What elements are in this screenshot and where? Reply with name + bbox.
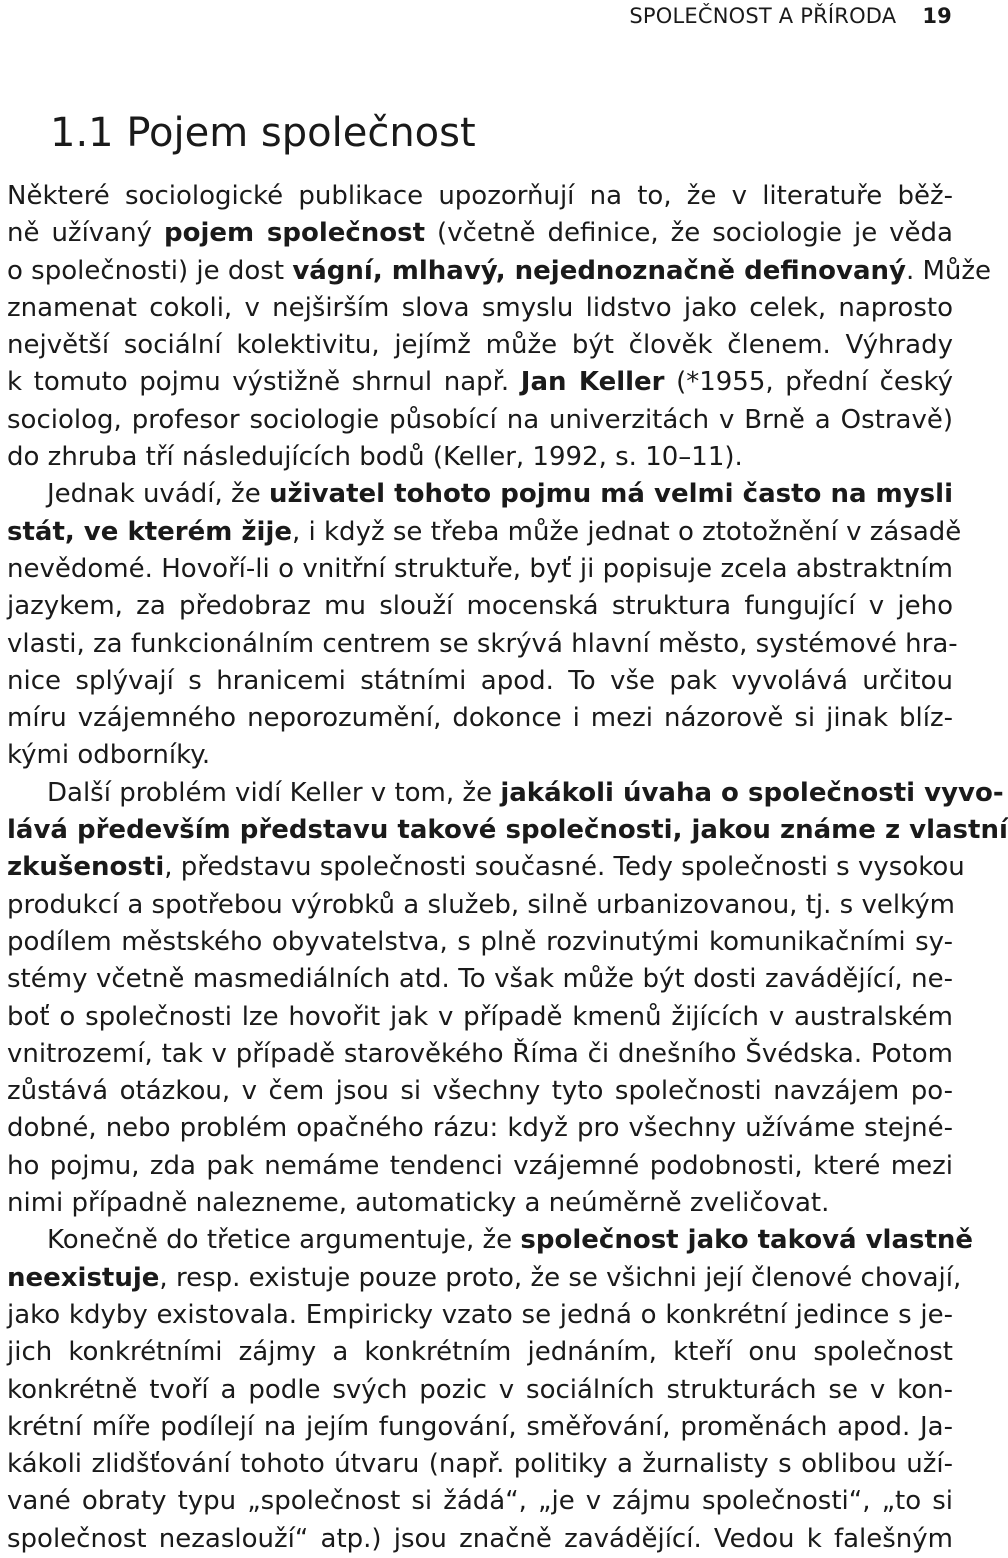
- body-text: [7, 178, 1008, 1558]
- text-run: Konečně do třetice argumentuje, že: [47, 1225, 521, 1256]
- text-run: , resp. existuje pouze proto, že se všichni její členové chovají,: [159, 1262, 962, 1293]
- bold-phrase: stát, ve kterém žije: [7, 516, 292, 547]
- text-run: zůstává otázkou, v čem jsou si všechny tyto společnosti navzájem po-: [7, 1076, 953, 1107]
- text-run: jako kdyby existovala. Empiricky vzato se jedná o konkrétní jedince s je-: [7, 1299, 953, 1330]
- text-run: krétní míře podílejí na jejím fungování, směřování, proměnách apod. Ja-: [7, 1411, 953, 1442]
- text-run: znamenat cokoli, v nejširším slova smyslu lidstvo jako celek, naprosto: [7, 292, 953, 323]
- bold-phrase: neexistuje: [7, 1262, 160, 1293]
- text-run: vnitrozemí, tak v případě starověkého Říma či dnešního Švédska. Potom: [7, 1038, 953, 1069]
- text-line: [7, 514, 962, 551]
- text-line: [7, 1372, 953, 1409]
- text-run: kákoli zlidšťování tohoto útvaru (např. politiky a žurnalisty s oblibou uží-: [7, 1449, 953, 1480]
- text-run: boť o společnosti lze hovořit jak v případě kmenů žijících v australském: [7, 1001, 953, 1032]
- text-run: Některé sociologické publikace upozorňují na to, že v literatuře běž-: [7, 181, 953, 211]
- text-run: . Může: [905, 255, 992, 286]
- text-line: [7, 290, 953, 327]
- text-line: [7, 849, 965, 886]
- text-run: vlasti, za funkcionálním centrem se skrývá hlavní město, systémové hra-: [7, 628, 958, 659]
- text-run: jazykem, za předobraz mu slouží mocenská struktura fungující v jeho: [7, 591, 953, 622]
- text-line: [7, 364, 953, 401]
- text-run: do zhruba tří následujících bodů (Keller, 1992, s. 10–11).: [7, 442, 743, 473]
- text-run: (včetně definice, že sociologie je věda: [425, 218, 953, 249]
- text-run: produkcí a spotřebou výrobků a služeb, silně urbanizovanou, tj. s velkým: [7, 889, 955, 920]
- text-line: [7, 178, 953, 215]
- text-line: [7, 775, 1004, 812]
- bold-phrase: jakákoli úvaha o společnosti vyvo-: [500, 777, 1004, 808]
- text-run: (*1955, přední český: [664, 367, 953, 398]
- text-run: podílem městského obyvatelstva, s plně rozvinutými komunikačními sy-: [7, 926, 953, 957]
- text-run: kými odborníky.: [7, 740, 211, 771]
- text-line: [7, 1334, 953, 1371]
- text-run: ho pojmu, zda pak nemáme tendenci vzájemné podobnosti, které mezi: [7, 1150, 953, 1181]
- text-line: [7, 1409, 953, 1446]
- text-run: konkrétně tvoří a podle svých pozic v sociálních strukturách se v kon-: [7, 1374, 953, 1405]
- text-run: ně užívaný: [7, 218, 164, 249]
- text-run: míru vzájemného neporozumění, dokonce i mezi názorově si jinak blíz-: [7, 703, 953, 734]
- page-number: 19: [922, 4, 952, 28]
- text-line: [7, 1260, 962, 1297]
- text-line: [7, 1483, 953, 1520]
- text-run: nice splývají s hranicemi státními apod. To vše pak vyvolává určitou: [7, 665, 953, 696]
- text-line: [7, 663, 953, 700]
- running-head: [629, 4, 952, 28]
- text-run: o společnosti) je dost: [7, 255, 293, 286]
- text-line: [7, 961, 953, 998]
- text-run: dobné, nebo problém opačného rázu: když pro všechny užíváme stejné-: [7, 1113, 953, 1144]
- text-run: Jednak uvádí, že: [47, 479, 270, 510]
- text-line: [7, 1036, 953, 1073]
- text-line: [7, 737, 953, 774]
- text-line: [7, 253, 992, 290]
- bold-phrase: pojem společnost: [163, 218, 426, 249]
- text-run: nevědomé. Hovoří-li o vnitřní struktuře, byť ji popisuje zcela abstraktním: [7, 553, 953, 584]
- bold-phrase: lává především představu takové společnosti, jakou známe z vlastní: [7, 815, 1008, 846]
- text-line: [7, 551, 953, 588]
- text-line: [7, 1297, 953, 1334]
- bold-phrase: Jan Keller: [520, 367, 665, 398]
- text-run: sociolog, profesor sociologie působící na univerzitách v Brně a Ostravě): [7, 404, 953, 435]
- bold-phrase: zkušenosti: [7, 852, 165, 883]
- text-line: [7, 588, 953, 625]
- text-run: nimi případně nalezneme, automaticky a neúměrně zveličovat.: [7, 1188, 830, 1219]
- text-line: [7, 1521, 953, 1558]
- text-line: [7, 1446, 953, 1483]
- text-run: stémy včetně masmediálních atd. To však může být dosti zavádějící, ne-: [7, 964, 953, 995]
- text-line: [7, 812, 1008, 849]
- bold-phrase: společnost jako taková vlastně: [520, 1225, 974, 1256]
- text-run: , i když se třeba může jednat o ztotožnění v zásadě: [291, 516, 962, 547]
- text-run: největší sociální kolektivitu, jejímž může být člověk členem. Výhrady: [7, 330, 953, 361]
- text-line: [7, 887, 953, 924]
- text-run: k tomuto pojmu výstižně shrnul např.: [7, 367, 521, 398]
- text-line: [7, 924, 953, 961]
- section-title: 1.1 Pojem společnost: [50, 110, 476, 156]
- text-run: jich konkrétními zájmy a konkrétním jednáním, kteří onu společnost: [7, 1337, 953, 1368]
- text-run: Další problém vidí Keller v tom, že: [47, 777, 501, 808]
- text-run: společnost nezaslouží“ atp.) jsou značně zavádějící. Vedou k falešným: [7, 1523, 953, 1554]
- text-line: [7, 1148, 953, 1185]
- bold-phrase: uživatel tohoto pojmu má velmi často na mysli: [269, 479, 953, 510]
- text-line: [7, 327, 953, 364]
- text-line: [7, 700, 953, 737]
- text-line: [7, 402, 953, 439]
- text-run: , představu společnosti současné. Tedy společnosti s vysokou: [164, 852, 965, 883]
- text-line: [7, 439, 953, 476]
- text-line: [7, 1185, 953, 1222]
- text-line: [7, 1110, 953, 1147]
- text-line: [7, 1222, 974, 1259]
- text-line: [7, 626, 958, 663]
- text-line: [7, 1073, 953, 1110]
- text-line: [7, 476, 953, 513]
- bold-phrase: vágní, mlhavý, nejednoznačně definovaný: [292, 255, 906, 286]
- text-line: [7, 999, 953, 1036]
- text-run: vané obraty typu „společnost si žádá“, „je v zájmu společnosti“, „to si: [7, 1486, 953, 1517]
- text-line: [7, 215, 953, 252]
- running-head-section: SPOLEČNOST A PŘÍRODA: [629, 4, 897, 28]
